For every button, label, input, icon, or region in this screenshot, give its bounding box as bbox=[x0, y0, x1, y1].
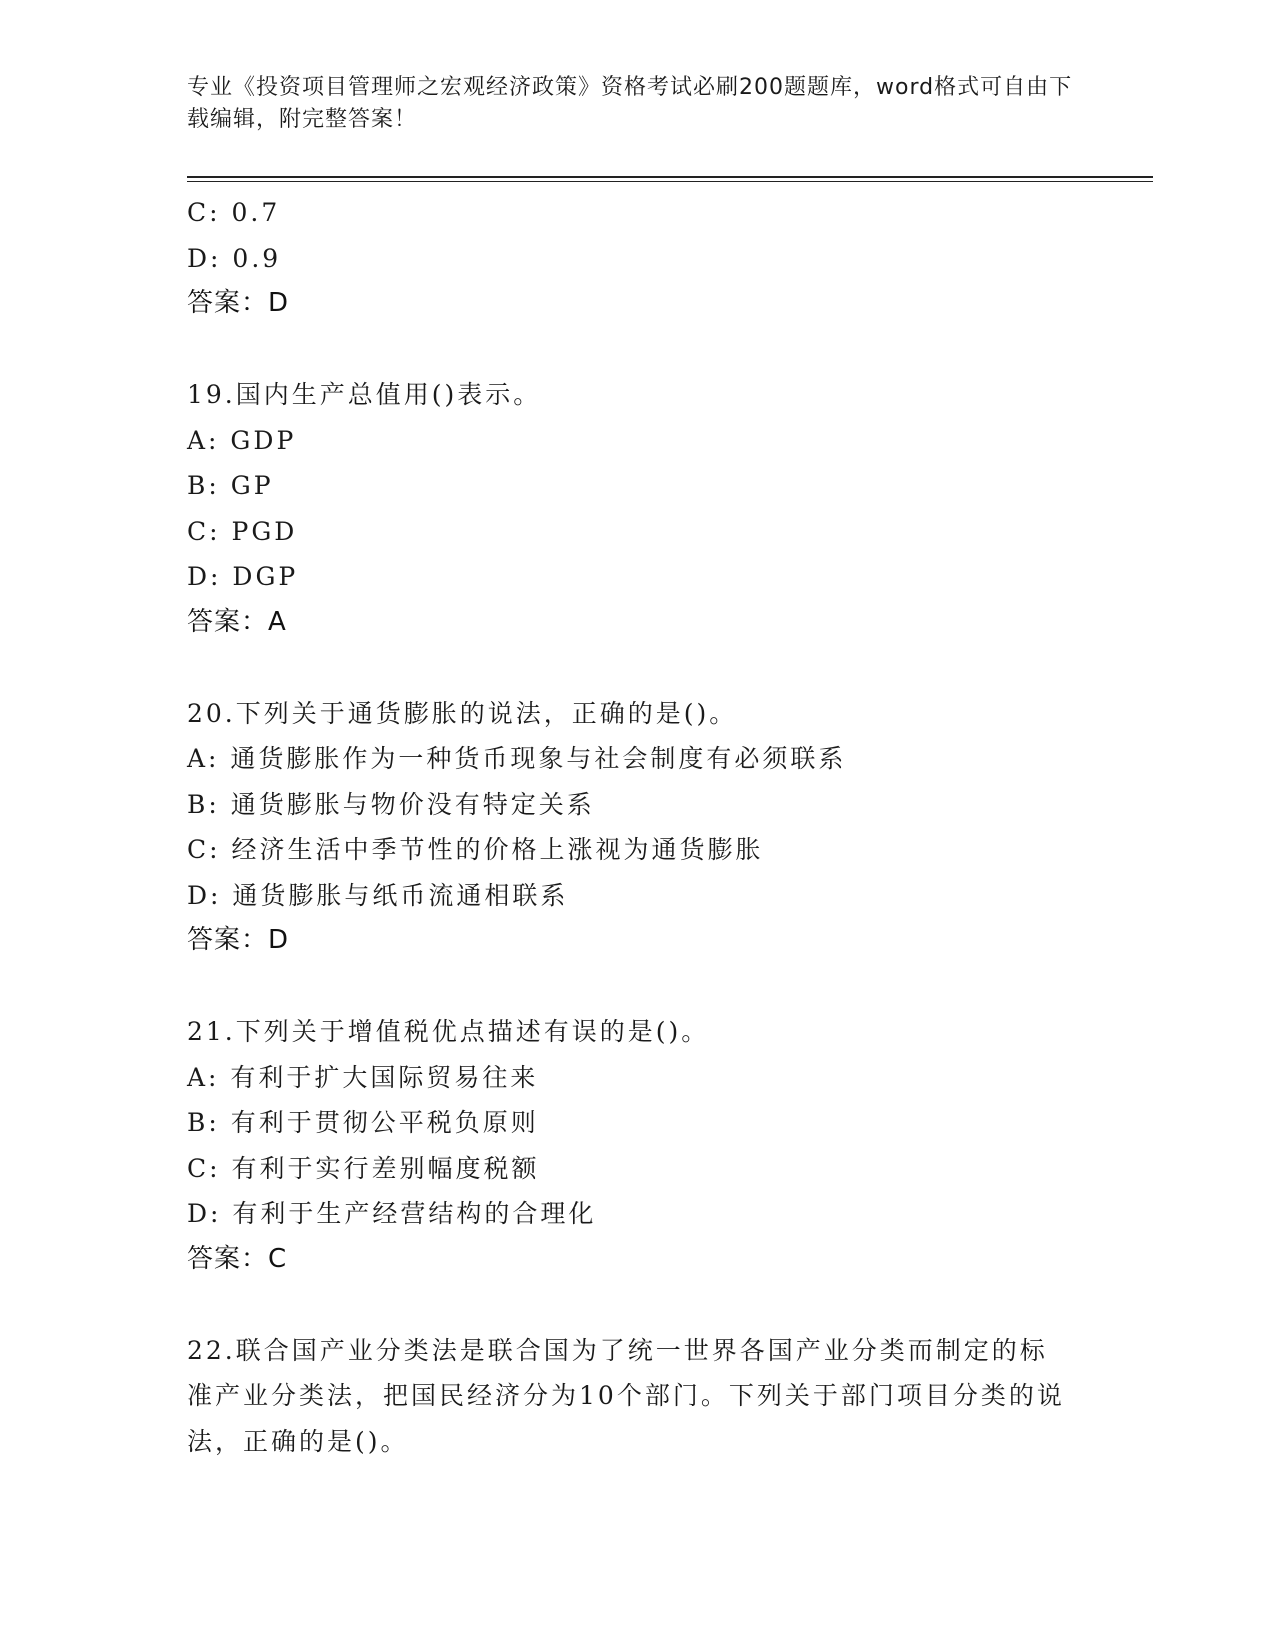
option-a: A: 通货膨胀作为一种货币现象与社会制度有必须联系 bbox=[187, 744, 847, 773]
question-list bbox=[187, 190, 1087, 1464]
question-stem: 21.下列关于增值税优点描述有误的是()。 bbox=[187, 1017, 710, 1046]
option-c: C: 0.7 bbox=[187, 198, 281, 227]
option-b: B: GP bbox=[187, 471, 274, 500]
option-d: D: 0.9 bbox=[187, 243, 282, 273]
option-a: A: 有利于扩大国际贸易往来 bbox=[187, 1062, 539, 1092]
question-22 bbox=[187, 1328, 1087, 1465]
option-c: C: 经济生活中季节性的价格上涨视为通货膨胀 bbox=[187, 835, 764, 864]
question-20 bbox=[187, 691, 1087, 964]
spacer bbox=[187, 964, 1087, 1010]
spacer bbox=[187, 1282, 1087, 1328]
question-19 bbox=[187, 372, 1087, 645]
page-header-title: 专业《投资项目管理师之宏观经济政策》资格考试必刷200题题库，word格式可自由下载编辑，附完整答案！ bbox=[187, 75, 1073, 132]
option-c: C: 有利于实行差别幅度税额 bbox=[187, 1153, 540, 1183]
option-d: D: 有利于生产经营结构的合理化 bbox=[187, 1199, 597, 1228]
question-stem: 20.下列关于通货膨胀的说法，正确的是()。 bbox=[187, 698, 738, 728]
option-d: D: 通货膨胀与纸币流通相联系 bbox=[187, 880, 569, 910]
answer-line: 答案：A bbox=[187, 606, 287, 637]
question-stem: 19.国内生产总值用()表示。 bbox=[187, 380, 542, 409]
option-a: A: GDP bbox=[187, 425, 297, 455]
answer-line: 答案：C bbox=[187, 1243, 288, 1274]
answer-line: 答案：D bbox=[187, 925, 290, 955]
option-d: D: DGP bbox=[187, 562, 299, 591]
option-b: B: 通货膨胀与物价没有特定关系 bbox=[187, 789, 595, 819]
answer-line: 答案：D bbox=[187, 288, 290, 318]
option-c: C: PGD bbox=[187, 516, 298, 546]
question-stem: 22.联合国产业分类法是联合国为了统一世界各国产业分类而制定的标准产业分类法，把国民经济分为10个部门。下列关于部门项目分类的说法，正确的是()。 bbox=[187, 1335, 1065, 1456]
spacer bbox=[187, 327, 1087, 373]
header-divider bbox=[187, 176, 1153, 182]
question-18 bbox=[187, 190, 1087, 327]
option-b: B: 有利于贯彻公平税负原则 bbox=[187, 1108, 539, 1137]
question-21 bbox=[187, 1009, 1087, 1282]
spacer bbox=[187, 645, 1087, 691]
